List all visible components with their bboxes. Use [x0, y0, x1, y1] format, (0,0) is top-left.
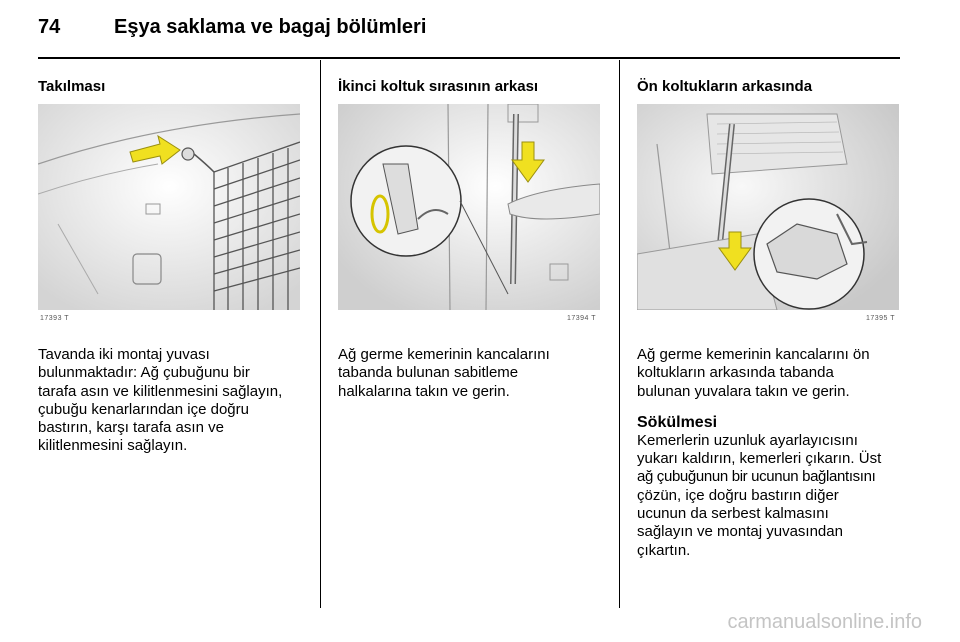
column-divider-right	[619, 60, 620, 608]
figure-number: 17395 T	[865, 315, 895, 322]
column-front-seats	[637, 78, 905, 560]
column-second-row	[338, 78, 606, 401]
illustration-second-row-strap	[338, 104, 600, 310]
removal-text: Kemerlerin uzunluk ayarlayıcısını yukarı kaldırın, kemerleri çıkarın. Üst ağ çubuğunun bir ucunun bağlantısını çözün, içe doğru bastırın diğer ucunun da serbest kalmasını sağlayın ve montaj yuvasından çıkartın.	[637, 431, 882, 559]
installation-text: Tavanda iki montaj yuvası bulunmaktadır: Ağ çubuğunu bir tarafa asın ve kilitlenmesini sağlayın, çubuğu kenarlarından içe doğru bastırın, karşı tarafa asın ve kilitlenmesini sağlayın.	[38, 346, 283, 455]
front-seats-text: Ağ germe kemerinin kancalarını ön koltukların arkasında tabanda bulunan yuvalara takın ve gerin.	[637, 346, 870, 400]
header-rule	[38, 57, 900, 59]
illustration-front-seat-strap	[637, 104, 899, 310]
removal-heading: Sökülmesi	[637, 413, 718, 431]
column-divider-left	[320, 60, 321, 608]
section-heading: Takılması	[38, 78, 106, 95]
figure-number: 17393 T	[40, 315, 70, 322]
second-row-text: Ağ germe kemerinin kancalarını tabanda bulunan sabitleme halkalarına takın ve gerin.	[338, 346, 550, 400]
watermark-text: carmanualsonline.info	[727, 611, 922, 633]
column-installation	[38, 78, 306, 456]
section-heading: İkinci koltuk sırasının arkası	[338, 78, 539, 95]
figure-front-seat-anchors	[637, 104, 899, 326]
page-title: Eşya saklama ve bagaj bölümleri	[114, 16, 427, 38]
figure-second-row-anchors	[338, 104, 600, 326]
illustration-cargo-net	[38, 104, 300, 310]
figure-number: 17394 T	[566, 315, 596, 322]
page-number: 74	[38, 16, 61, 38]
section-heading: Ön koltukların arkasında	[637, 78, 813, 95]
figure-net-installation	[38, 104, 300, 326]
